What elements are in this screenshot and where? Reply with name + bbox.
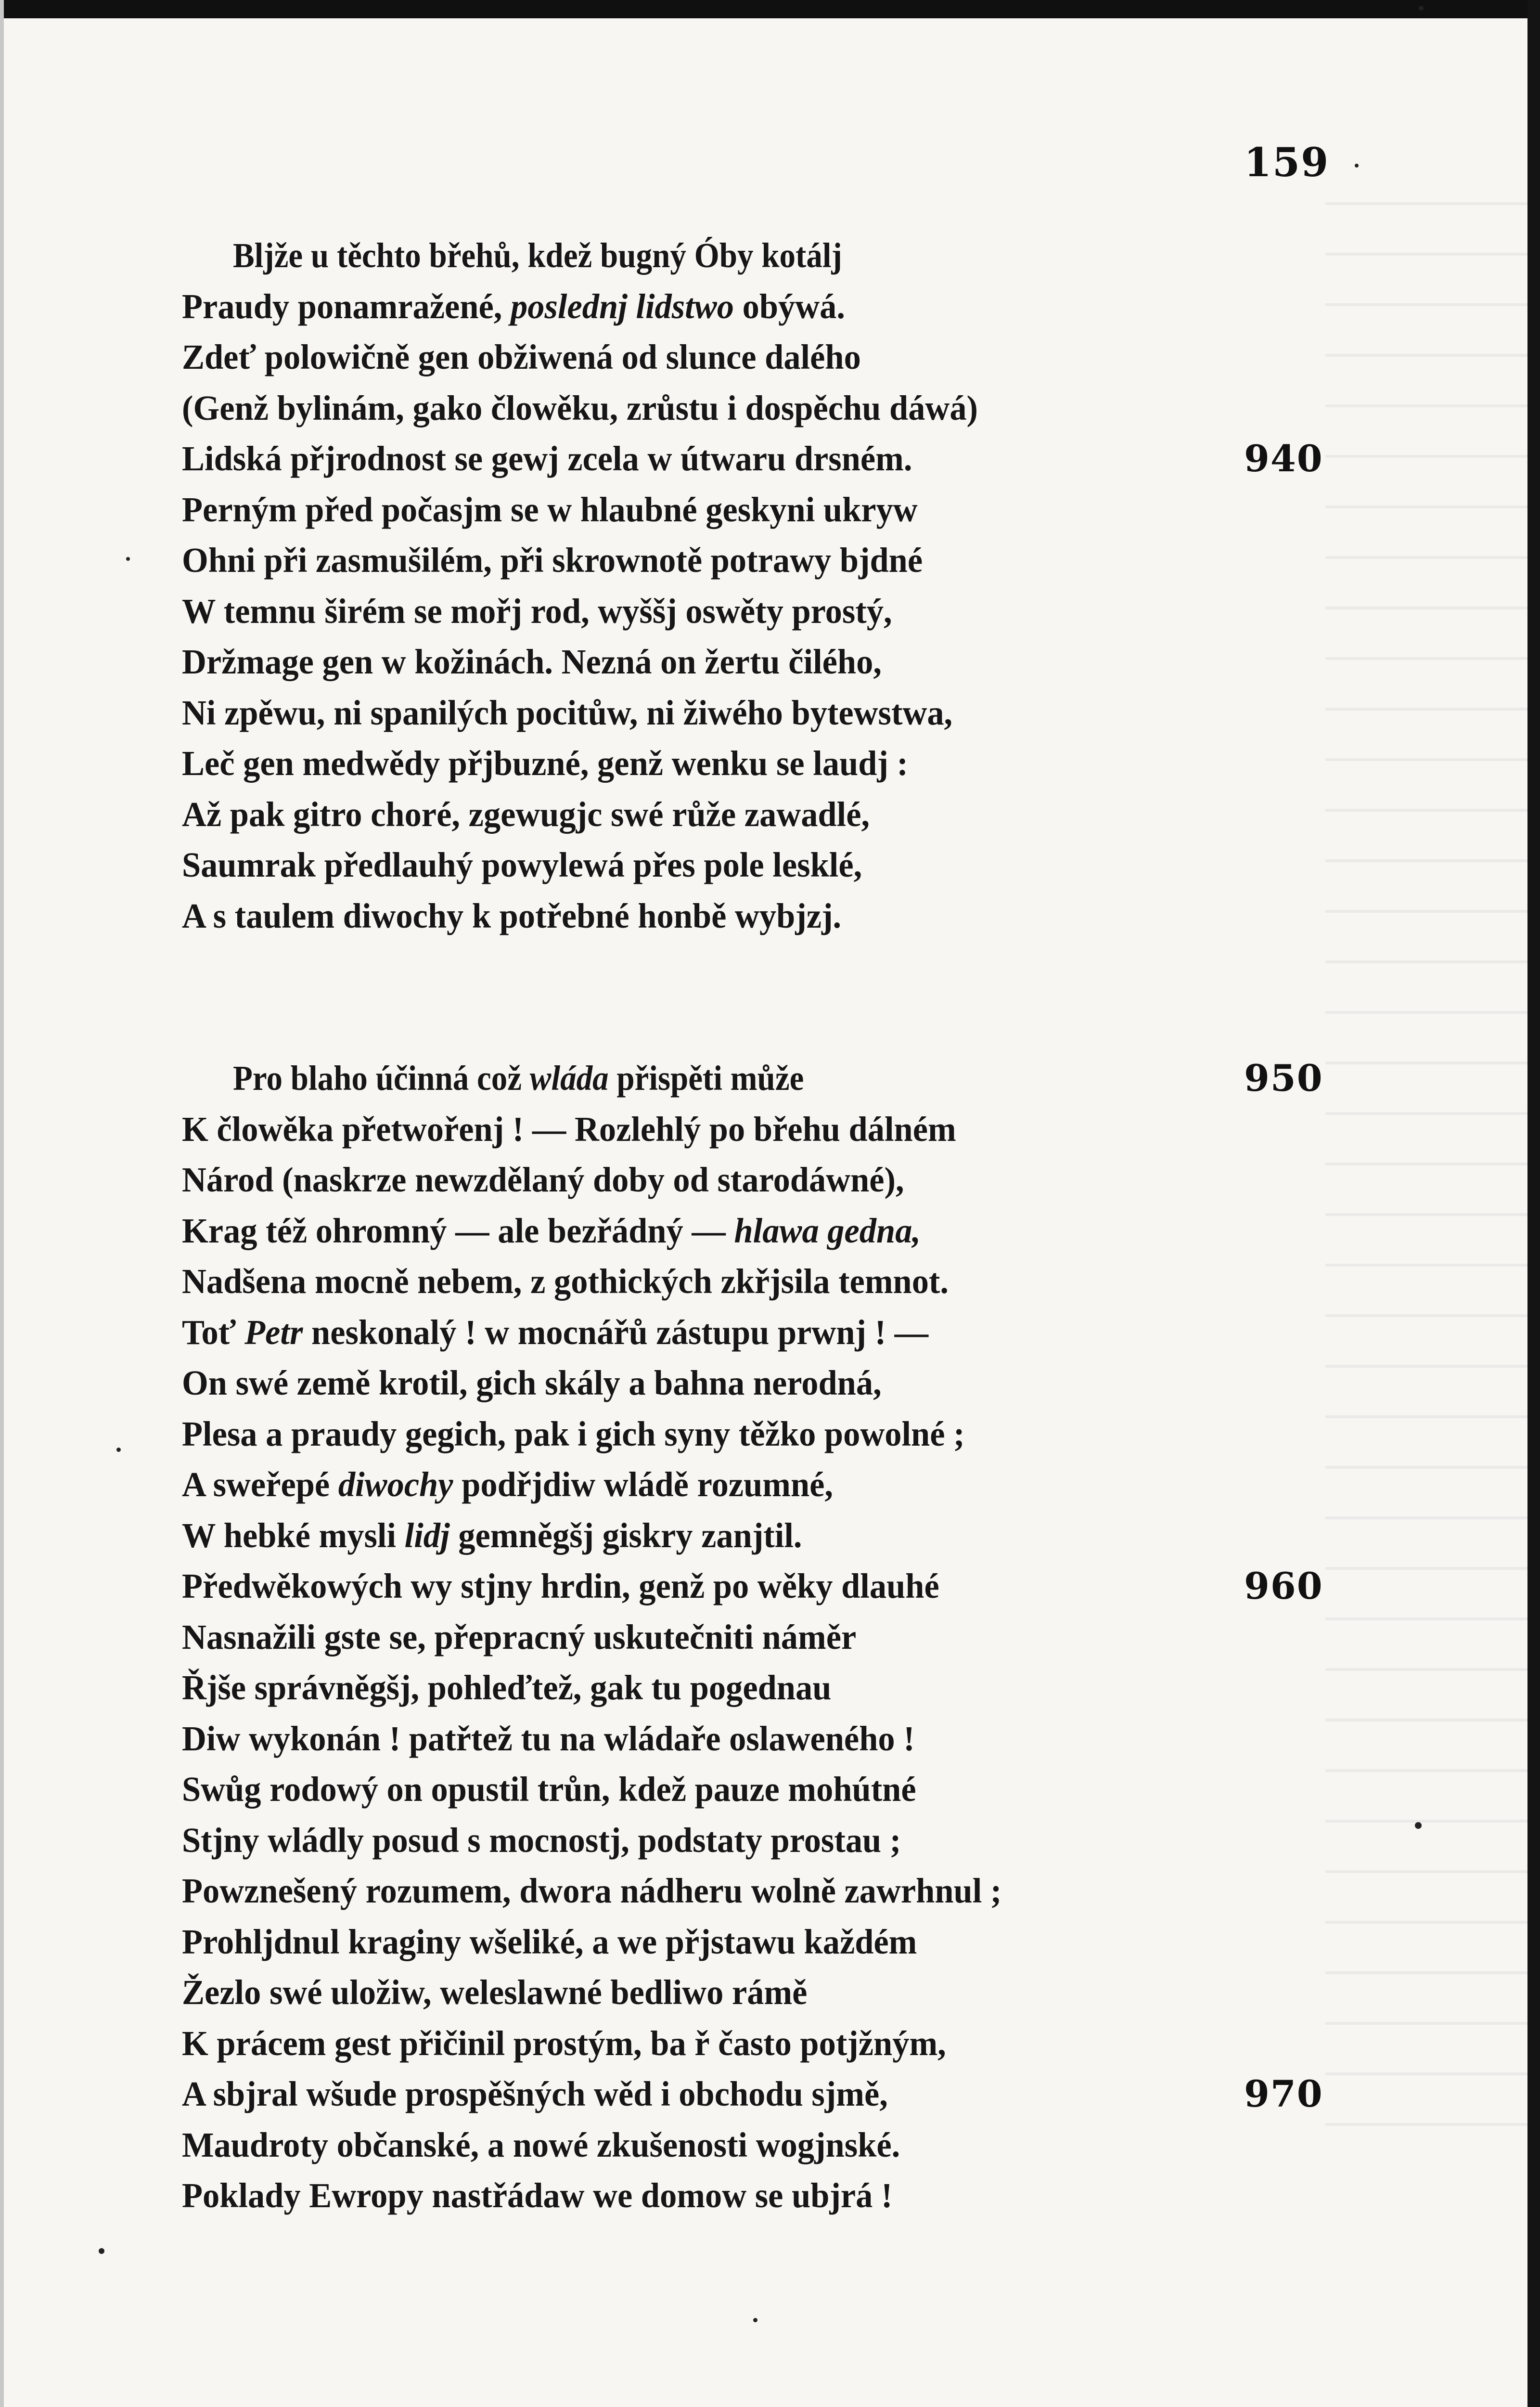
- poem-line-text: [182, 1510, 1222, 1561]
- poem-line-text: [182, 840, 1222, 891]
- poem-line-text: [182, 332, 1222, 383]
- poem-line: [0, 586, 1540, 637]
- poem-line-text: [182, 1104, 1222, 1155]
- verse-text: neskonalý ! w mocnářů zástupu prwnj ! —: [303, 1312, 929, 1352]
- poem-line-text: [182, 2120, 1222, 2171]
- poem-line-text: [182, 1612, 1222, 1663]
- verse-text: W temnu širém se mořj rod, wyššj oswěty prostý,: [182, 591, 892, 631]
- poem-line: [0, 687, 1540, 738]
- poem-line-text: [182, 383, 1222, 434]
- poem-line: [0, 1409, 1540, 1460]
- verse-text: přispěti může: [608, 1059, 804, 1098]
- poem-line: [0, 891, 1540, 942]
- poem-line-text: [182, 2018, 1222, 2069]
- verse-text: On swé země krotil, gich skály a bahna nerodná,: [182, 1363, 882, 1402]
- ink-speck: [99, 2248, 104, 2254]
- poem-line: [0, 1916, 1540, 1967]
- poem-line: [0, 484, 1540, 535]
- verse-text: A sweřepé: [182, 1465, 338, 1504]
- verse-text: Bljže u těchto břehů, kdež bugný Óby kotálj: [233, 236, 842, 275]
- poem-line: [0, 433, 1540, 484]
- verse-text: Ni zpěwu, ni spanilých pocitůw, ni žiwého bytewstwa,: [182, 693, 953, 732]
- ink-speck: [753, 2318, 757, 2322]
- verse-text: Prohljdnul kraginy wšeliké, a we přjstawu každém: [182, 1922, 917, 1961]
- ink-speck: [116, 1448, 121, 1452]
- poem-line-text: [233, 1053, 1222, 1104]
- poem-line-text: [182, 891, 1222, 942]
- poem-line: [0, 1307, 1540, 1358]
- italic-emphasis: hlawa gedna,: [734, 1211, 921, 1250]
- verse-text: Diw wykonán ! patřtež tu na wládaře oslaweného !: [182, 1719, 915, 1758]
- poem-line: [0, 1205, 1540, 1256]
- ink-speck: [1415, 1822, 1422, 1829]
- poem-line-text: [182, 1764, 1222, 1815]
- verse-text: Plesa a praudy gegich, pak i gich syny těžko powolné ;: [182, 1414, 965, 1453]
- verse-text: A s taulem diwochy k potřebné honbě wybjzj.: [182, 896, 842, 935]
- poem-line-text: [233, 230, 1222, 281]
- poem-line-text: [182, 1205, 1222, 1256]
- poem-line: [0, 1510, 1540, 1561]
- verse-text: Maudroty občanské, a nowé zkušenosti wogjnské.: [182, 2125, 900, 2164]
- poem-line: [0, 2069, 1540, 2120]
- poem-line: [0, 383, 1540, 434]
- poem-line: [0, 1561, 1540, 1612]
- italic-emphasis: poslednj lidstwo: [511, 286, 734, 326]
- page-number: 159: [1244, 140, 1330, 186]
- poem-line-text: [182, 1916, 1222, 1967]
- ink-speck: [1419, 6, 1424, 11]
- poem-line: [0, 281, 1540, 332]
- verse-text: Toť: [182, 1312, 245, 1352]
- verse-text: W hebké mysli: [182, 1515, 405, 1555]
- poem-line: [0, 332, 1540, 383]
- poem-line-text: [182, 687, 1222, 738]
- poem-line: [0, 1256, 1540, 1307]
- poem-line: [0, 840, 1540, 891]
- verse-text: Praudy ponamražené,: [182, 286, 511, 326]
- poem-line-text: [182, 1865, 1222, 1916]
- poem-line-text: [182, 1967, 1222, 2018]
- italic-emphasis: diwochy: [338, 1465, 453, 1504]
- verse-text: gemněgšj giskry zanjtil.: [449, 1515, 802, 1555]
- poem-line-text: [182, 586, 1222, 637]
- verse-text: Krag též ohromný — ale bezřádný —: [182, 1211, 734, 1250]
- verse-text: Zdeť polowičně gen obžiwená od slunce dalého: [182, 337, 861, 376]
- verse-line-number: 950: [1244, 1057, 1323, 1100]
- verse-text: obýwá.: [733, 286, 845, 326]
- verse-text: Řjše správněgšj, pohleďtež, gak tu pogednau: [182, 1668, 832, 1707]
- poem-line-text: [182, 1561, 1222, 1612]
- poem-line: [0, 2120, 1540, 2171]
- verse-text: Lidská přjrodnost se gewj zcela w útwaru drsném.: [182, 439, 912, 478]
- poem-line: [0, 1865, 1540, 1916]
- poem-line: [0, 2018, 1540, 2069]
- poem-line-text: [182, 1307, 1222, 1358]
- verse-text: Pro blaho účinná což: [233, 1059, 530, 1098]
- ink-speck: [126, 557, 130, 561]
- poem-line-text: [182, 2170, 1222, 2221]
- verse-text: Leč gen medwědy přjbuzné, genž wenku se laudj :: [182, 744, 908, 783]
- poem-line: [0, 1154, 1540, 1205]
- verse-text: (Genž bylinám, gako člowěku, zrůstu i dospěchu dáwá): [182, 388, 978, 427]
- verse-text: Poklady Ewropy nastřádaw we domow se ubjrá !: [182, 2176, 893, 2215]
- verse-text: Nadšena mocně nebem, z gothických zkřjsila temnot.: [182, 1262, 949, 1301]
- verse-text: K člowěka přetwořenj ! — Rozlehlý po břehu dálném: [182, 1109, 956, 1149]
- poem-line-text: [182, 1154, 1222, 1205]
- poem-line: [0, 1764, 1540, 1815]
- poem-line-text: [182, 1256, 1222, 1307]
- poem-line: [0, 230, 1540, 281]
- poem-line-text: [182, 738, 1222, 789]
- verse-line-number: 940: [1244, 437, 1323, 480]
- poem-line-text: [182, 789, 1222, 840]
- poem-stanza-1: [0, 230, 1540, 941]
- verse-text: podřjdiw wládě rozumné,: [453, 1465, 834, 1504]
- poem-line-text: [182, 1815, 1222, 1866]
- verse-text: Powznešený rozumem, dwora nádheru wolně zawrhnul ;: [182, 1871, 1002, 1910]
- poem-line-text: [182, 636, 1222, 687]
- verse-text: A sbjral wšude prospěšných wěd i obchodu sjmě,: [182, 2074, 888, 2113]
- poem-line: [0, 2170, 1540, 2221]
- ink-speck: [1355, 164, 1359, 168]
- verse-text: Národ (naskrze newzdělaný doby od starodáwné),: [182, 1160, 904, 1199]
- poem-line-text: [182, 1662, 1222, 1713]
- verse-line-number: 970: [1244, 2072, 1323, 2115]
- poem-stanza-2: [0, 1053, 1540, 2221]
- italic-emphasis: Petr: [244, 1312, 303, 1352]
- poem-line: [0, 1358, 1540, 1409]
- verse-line-number: 960: [1244, 1565, 1323, 1607]
- poem-line: [0, 738, 1540, 789]
- poem-line: [0, 1713, 1540, 1764]
- poem-line: [0, 1104, 1540, 1155]
- verse-text: Až pak gitro choré, zgewugjc swé růže zawadlé,: [182, 794, 870, 834]
- poem-line: [0, 1662, 1540, 1713]
- poem-line-text: [182, 2069, 1222, 2120]
- poem-line: [0, 636, 1540, 687]
- verse-text: Swůg rodowý on opustil trůn, kdež pauze mohútné: [182, 1770, 916, 1809]
- poem-line-text: [182, 1409, 1222, 1460]
- poem-line-text: [182, 1713, 1222, 1764]
- poem-line: [0, 535, 1540, 586]
- verse-text: Ohni při zasmušilém, při skrownotě potrawy bjdné: [182, 541, 923, 580]
- poem-line-text: [182, 1358, 1222, 1409]
- poem-line: [0, 1053, 1540, 1104]
- poem-line: [0, 1815, 1540, 1866]
- verse-text: Předwěkowých wy stjny hrdin, genž po wěky dlauhé: [182, 1566, 939, 1605]
- verse-text: Saumrak předlauhý powylewá přes pole lesklé,: [182, 845, 862, 884]
- poem-line-text: [182, 1459, 1222, 1510]
- poem-line-text: [182, 484, 1222, 535]
- scan-border-top: [0, 0, 1540, 18]
- poem-line-text: [182, 281, 1222, 332]
- italic-emphasis: wláda: [529, 1059, 609, 1098]
- poem-line-text: [182, 535, 1222, 586]
- italic-emphasis: lidj: [404, 1515, 450, 1555]
- verse-text: Perným před počasjm se w hlaubné geskyni ukryw: [182, 490, 918, 529]
- verse-text: Žezlo swé uložiw, weleslawné bedliwo rámě: [182, 1973, 808, 2012]
- poem-line-text: [182, 433, 1222, 484]
- verse-text: Stjny wládly posud s mocnostj, podstaty prostau ;: [182, 1820, 901, 1860]
- poem-line: [0, 1967, 1540, 2018]
- verse-text: Držmage gen w kožinách. Nezná on žertu čilého,: [182, 642, 882, 681]
- poem-line: [0, 1459, 1540, 1510]
- verse-text: Nasnažili gste se, přepracný uskutečniti náměr: [182, 1617, 857, 1656]
- poem-line: [0, 789, 1540, 840]
- verse-text: K prácem gest přičinil prostým, ba ř často potjžným,: [182, 2023, 946, 2063]
- poem-line: [0, 1612, 1540, 1663]
